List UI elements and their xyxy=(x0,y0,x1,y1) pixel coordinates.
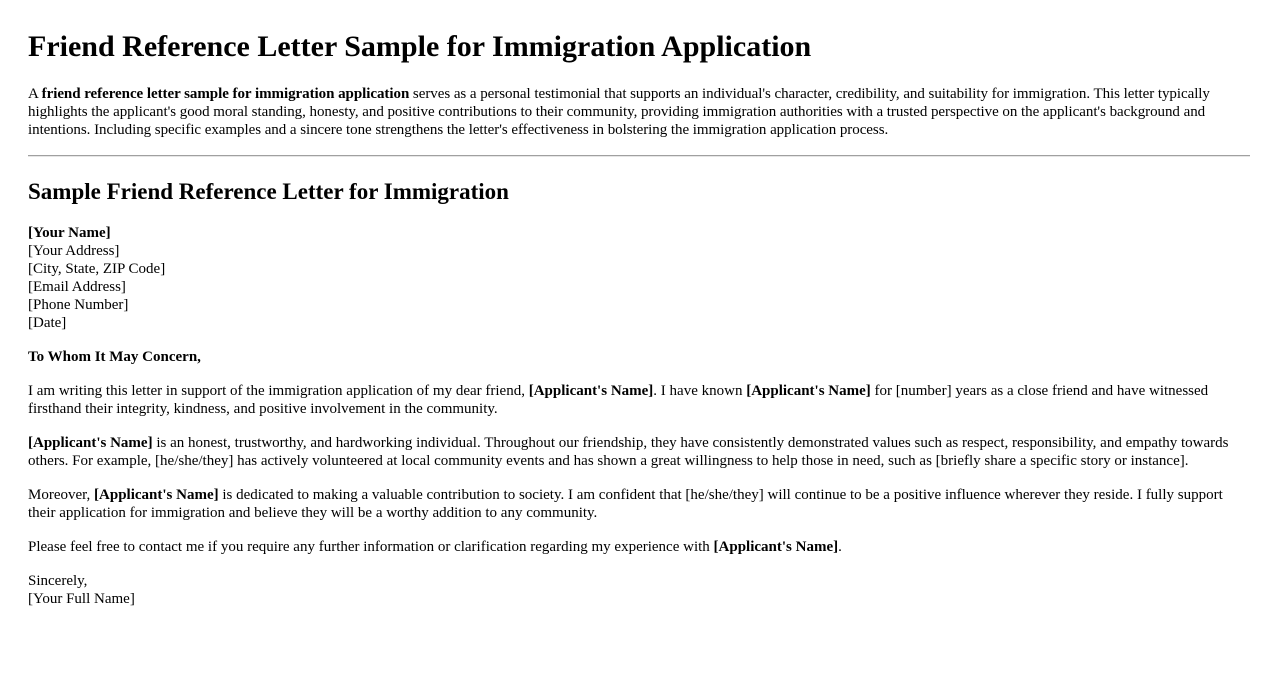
sender-address-block xyxy=(28,224,1250,332)
sender-street: [Your Address] xyxy=(28,243,120,259)
applicant-name: [Applicant's Name] xyxy=(746,383,871,399)
sender-city: [City, State, ZIP Code] xyxy=(28,261,166,277)
para3-text-2: is dedicated to making a valuable contribution to society. I am confident that [he/she/they] will continue to be a positive influence wherever they reside. I fully support their application for immigration and believe they will be a worthy addition to any community. xyxy=(28,487,1223,521)
sign-off: Sincerely, xyxy=(28,573,88,589)
letter-paragraph-1 xyxy=(28,382,1250,418)
section-divider xyxy=(28,155,1250,157)
letter-date: [Date] xyxy=(28,315,67,331)
para1-text-2: . I have known xyxy=(653,383,747,399)
intro-bold-phrase: friend reference letter sample for immigration application xyxy=(41,86,410,102)
page-title: Friend Reference Letter Sample for Immigration Application xyxy=(28,30,812,63)
letter-paragraph-3 xyxy=(28,486,1250,522)
intro-paragraph xyxy=(28,85,1250,139)
para1-text-1: I am writing this letter in support of the immigration application of my dear friend, xyxy=(28,383,529,399)
intro-suffix: serves as a personal testimonial that supports an individual's character, credibility, and suitability for immigration. This letter typically highlights the applicant's good moral standing, honesty, and positive contributions to their community, providing immigration authorities with a trusted perspective on the applicant's background and intentions. Including specific examples and a sincere tone strengthens the letter's effectiveness in bolstering the immigration application process. xyxy=(28,86,1210,138)
applicant-name: [Applicant's Name] xyxy=(713,539,839,555)
applicant-name: [Applicant's Name] xyxy=(94,487,219,503)
para3-text-1: Moreover, xyxy=(28,487,95,503)
sample-letter xyxy=(28,224,1250,608)
para4-text-2: . xyxy=(838,539,842,555)
para2-text-1: is an honest, trustworthy, and hardworking individual. Throughout our friendship, they have consistently demonstrated values such as respect, responsibility, and empathy towards others. For example, [he/she/they] has actively volunteered at local community events and has shown a great willingness to help those in need, such as [briefly share a specific story or instance]. xyxy=(28,435,1229,469)
applicant-name: [Applicant's Name] xyxy=(28,435,153,451)
para1-text-3: for [number] years as a close friend and have witnessed firsthand their integrity, kindness, and positive involvement in the community. xyxy=(28,383,1209,417)
para4-text-1: Please feel free to contact me if you require any further information or clarification regarding my experience with xyxy=(28,539,714,555)
closing-block xyxy=(28,572,1250,608)
sender-email: [Email Address] xyxy=(28,279,126,295)
signer-full-name: [Your Full Name] xyxy=(28,591,135,607)
intro-prefix: A xyxy=(28,86,42,102)
sender-phone: [Phone Number] xyxy=(28,297,129,313)
applicant-name: [Applicant's Name] xyxy=(528,383,654,399)
salutation: To Whom It May Concern, xyxy=(28,349,201,365)
section-title: Sample Friend Reference Letter for Immigration xyxy=(28,179,509,204)
document-page xyxy=(0,29,1278,608)
letter-paragraph-4 xyxy=(28,538,1250,556)
letter-paragraph-2 xyxy=(28,434,1250,470)
sender-name: [Your Name] xyxy=(28,225,111,241)
